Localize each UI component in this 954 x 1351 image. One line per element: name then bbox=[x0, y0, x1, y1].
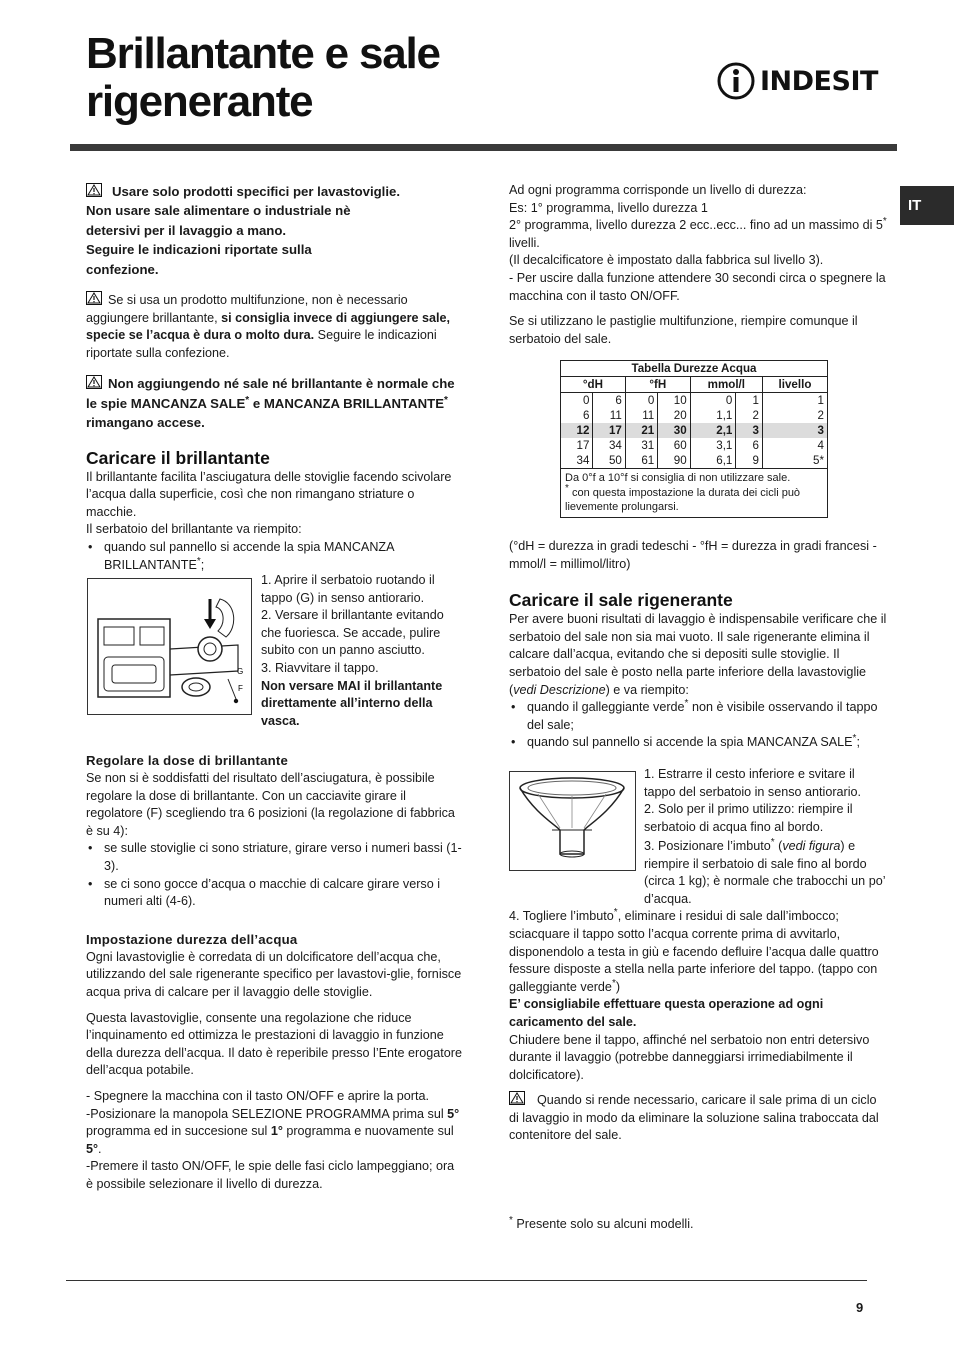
warning-multifunction-end: Seguire le indicazioni riportate sulla confezione. bbox=[86, 328, 437, 360]
warning-icon bbox=[509, 1091, 525, 1105]
table-cell: 12 bbox=[561, 423, 593, 438]
warning-products-line4: Seguire le indicazioni riportate sulla bbox=[86, 242, 312, 258]
salt-close-cap: Chiudere bene il tappo, affinché nel serbatoio non entri detersivo durante il lavaggio (potrebbe danneggiarsi irrimediabilmente il dolcificatore). bbox=[509, 1032, 870, 1082]
asterisk: * bbox=[444, 394, 448, 406]
table-header: °fH bbox=[625, 377, 690, 393]
table-row bbox=[561, 393, 828, 409]
table-cell: 90 bbox=[658, 453, 690, 469]
warning-products-line3: detersivi per il lavaggio a mano. bbox=[86, 222, 287, 238]
table-cell: 6 bbox=[582, 409, 590, 422]
asterisk: * bbox=[611, 977, 616, 989]
levels-line-3 bbox=[509, 217, 889, 252]
rinse-aid-bullets bbox=[86, 539, 464, 574]
left-column bbox=[86, 182, 464, 574]
left-column-lower bbox=[86, 752, 464, 1193]
warning-salt-timing bbox=[509, 1091, 889, 1145]
table-cell: 34 bbox=[576, 454, 590, 467]
rinse-aid-step-2: 2. Versare il brillantante evitando che fuoriesca. Se accade, pulire subito con un panno asciutto. bbox=[261, 608, 444, 658]
language-tab: IT bbox=[900, 186, 954, 225]
table-cell: 17 bbox=[576, 439, 590, 452]
table-cell: 2 bbox=[736, 408, 763, 423]
table-row bbox=[561, 408, 828, 423]
warning-salt-timing-text: Quando si rende necessario, caricare il sale prima di un ciclo di lavaggio in modo da eliminare la soluzione salina traboccata dal contenitore del sale. bbox=[509, 1093, 879, 1143]
asterisk: * bbox=[245, 394, 250, 406]
footnote bbox=[509, 1216, 889, 1234]
warning-lights-text: Non aggiungendo né sale né brillantante è normale che le spie MANCANZA SALE bbox=[86, 376, 455, 411]
warning-lights-text2: e MANCANZA BRILLANTANTE bbox=[252, 395, 445, 411]
table-cell: 0 bbox=[690, 393, 736, 409]
table-cell: 4 bbox=[762, 438, 827, 453]
table-header: mmol/l bbox=[690, 377, 762, 393]
warning-salt-timing-text-wrap bbox=[509, 1091, 889, 1145]
levels-line-1: Ad ogni programma corrisponde un livello di durezza: bbox=[509, 183, 807, 197]
salt-step-1: 1. Estrarre il cesto inferiore e svitare il tappo del serbatoio in senso antiorario. bbox=[644, 767, 862, 799]
hardness-step-knob bbox=[86, 1106, 464, 1159]
text: ) bbox=[615, 979, 621, 994]
page-title-line2: rigenerante bbox=[86, 77, 313, 126]
table-cell: 0 bbox=[582, 394, 590, 407]
text: livelli. bbox=[509, 235, 540, 250]
text-italic: vedi Descrizione bbox=[513, 682, 606, 697]
table-cell: 10 bbox=[658, 393, 690, 409]
salt-step-2: 2. Solo per il primo utilizzo: riempire il serbatoio di acqua fino al bordo. bbox=[644, 802, 853, 834]
header-rule bbox=[70, 144, 897, 151]
dose-bullets bbox=[86, 840, 464, 910]
table-cell: 3 bbox=[736, 423, 763, 438]
asterisk: * bbox=[684, 698, 689, 710]
rinse-aid-fill-when: Il serbatoio del brillantante va riempito: bbox=[86, 522, 302, 537]
hardness-paragraph-2: Questa lavastoviglie, consente una regolazione che riduce l’inquinamento ed ottimizza le prestazioni di lavaggio in funzione della durezza dell’acqua. Il dato è reperibile presso l’Ente erogatore dell’acqua potabile. bbox=[86, 1010, 462, 1078]
table-cell: 3 bbox=[762, 423, 827, 438]
footnote-text: Presente solo su alcuni modelli. bbox=[516, 1217, 694, 1231]
salt-steps-upper bbox=[644, 766, 889, 836]
list-item bbox=[509, 734, 889, 752]
brand-logo bbox=[716, 58, 878, 106]
text: , eliminare i residui di sale dall’imbocco; sciacquare il tappo sotto l’acqua corrente prima di avvitarlo, disponendolo a testa in giù e facendo defluire l’acqua dalle quattro fessure disposte a stella nella parte inferiore del tappo. (tappo con galleggiante verde bbox=[509, 909, 879, 994]
text: con questa impostazione la durata dei cicli può lievemente prolungarsi. bbox=[565, 486, 801, 513]
warning-multifunction-bold: si consiglia invece di aggiungere sale, specie se l’acqua è dura o molto dura. bbox=[86, 310, 451, 343]
table-cell: 5* bbox=[762, 453, 827, 469]
section-title-salt: Caricare il sale rigenerante bbox=[509, 590, 733, 611]
rinse-aid-intro: Il brillantante facilita l’asciugatura delle stoviglie facendo scivolare l’acqua dalla superficie, così che non rimangano striature o macchie. bbox=[86, 469, 452, 519]
text: programma ed in succesione sul bbox=[86, 1124, 268, 1139]
text: programma e nuovamente sul bbox=[286, 1124, 454, 1139]
warning-products-line5: confezione. bbox=[86, 261, 159, 277]
table-cell: 30 bbox=[658, 423, 690, 438]
list-item-text: quando sul pannello si accende la spia MANCANZA BRILLANTANTE bbox=[104, 540, 394, 572]
table-note-2 bbox=[565, 482, 823, 515]
text: ) e va riempito: bbox=[605, 682, 689, 697]
asterisk: * bbox=[882, 216, 887, 228]
levels-line-2: Es: 1° programma, livello durezza 1 bbox=[509, 200, 708, 215]
page-number: 9 bbox=[856, 1300, 864, 1315]
units-legend: (°dH = durezza in gradi tedeschi - °fH = durezza in gradi francesi - mmol/l = millimol/litro) bbox=[509, 539, 877, 571]
table-row bbox=[561, 438, 828, 453]
subsection-title-hardness: Impostazione durezza dell’acqua bbox=[86, 931, 298, 947]
asterisk: * bbox=[852, 733, 857, 745]
hardness-step-select: -Premere il tasto ON/OFF, le spie delle fasi ciclo lampeggiano; ora è possibile selezionare il livello di durezza. bbox=[86, 1159, 455, 1191]
text: non è visibile osservando il tappo del sale; bbox=[527, 700, 878, 732]
list-item: • se ci sono gocce d’acqua o macchie di calcare girare verso i numeri alti (4-6). bbox=[86, 876, 464, 911]
table-cell: 11 bbox=[593, 408, 625, 423]
table-cell: 60 bbox=[658, 438, 690, 453]
asterisk: * bbox=[770, 837, 775, 848]
table-header: livello bbox=[762, 377, 827, 393]
list-item: • se sulle stoviglie ci sono striature, girare verso i numeri bassi (1-3). bbox=[86, 840, 464, 875]
dose-paragraph: Se non si è soddisfatti del risultato dell’asciugatura, è possibile regolare la dose di brillantante. Con un cacciavite girare il regolatore (F) scegliendo tra 6 posizioni (la regolazione di fabbrica è su 4): bbox=[86, 771, 455, 838]
warning-icon bbox=[86, 183, 102, 197]
warning-lights bbox=[86, 374, 464, 432]
salt-intro bbox=[509, 611, 889, 699]
table-note-1: Da 0°f a 10°f si consiglia di non utilizzare sale. bbox=[565, 472, 791, 484]
page-title-line1: Brillantante e sale bbox=[86, 29, 440, 78]
salt-bullets bbox=[509, 699, 889, 752]
salt-recommendation: E’ consigliabile effettuare questa operazione ad ogni caricamento del sale. bbox=[509, 997, 824, 1029]
table-cell: 6,1 bbox=[690, 453, 736, 469]
rinse-aid-steps bbox=[261, 572, 464, 730]
brand-logo-icon bbox=[716, 58, 756, 102]
table-row bbox=[561, 423, 828, 438]
section-title-rinse-aid: Caricare il brillantante bbox=[86, 447, 270, 468]
salt-step-3-start: 3. Posizionare l’imbuto* (vedi figura) e riempire il serbatoio di sale fino al bordo (circa 1 kg); è normale che trabocchi un po’ d’acqua. bbox=[644, 837, 886, 906]
warning-products-line1: Usare solo prodotti specifici per lavastoviglie. bbox=[112, 184, 401, 199]
warning-lights-text3: rimangano accese. bbox=[86, 415, 205, 431]
text: quando il galleggiante verde bbox=[527, 700, 685, 715]
levels-line-5: - Per uscire dalla funzione attendere 30 secondi circa o spegnere la macchina con il tasto ON/OFF. bbox=[509, 270, 886, 303]
text-bold: 5° bbox=[447, 1106, 460, 1121]
table-cell: 20 bbox=[658, 408, 690, 423]
warning-icon bbox=[86, 375, 102, 389]
table-body bbox=[561, 393, 828, 469]
table-cell: 11 bbox=[625, 408, 657, 423]
brand-logo-text: INDESIT bbox=[760, 66, 878, 97]
rinse-aid-dispenser-figure bbox=[87, 578, 252, 715]
rinse-aid-step-1: 1. Aprire il serbatoio ruotando il tappo (G) in senso antiorario. bbox=[261, 573, 435, 605]
table-cell: 9 bbox=[736, 453, 763, 469]
warning-products bbox=[86, 182, 464, 279]
label-g: G bbox=[237, 667, 244, 676]
table-caption: Tabella Durezze Acqua bbox=[561, 361, 828, 377]
multifunction-tablets-note: Se si utilizzano le pastiglie multifunzione, riempire comunque il serbatoio del sale. bbox=[509, 314, 858, 346]
salt-steps-lower bbox=[509, 838, 889, 1084]
text: e riempire il serbatoio di sale fino al bordo (circa 1 kg); è normale che trabocchi un po’ d’acqua. bbox=[644, 839, 886, 906]
text: quando sul pannello si accende la spia MANCANZA SALE bbox=[527, 735, 853, 750]
asterisk: * bbox=[196, 555, 201, 567]
rinse-aid-dispenser-illustration bbox=[88, 579, 251, 714]
asterisk: * bbox=[565, 482, 569, 494]
table-cell: 1 bbox=[736, 393, 763, 409]
text: Per avere buoni risultati di lavaggio è indispensabile verificare che il serbatoio del sale non sia mai vuoto. Il sale rigenerante elimina il calcare dall’acqua, evitando che si depositi sulle stoviglie. Il serbatoio del sale è posto nella parte inferiore della lavastoviglie ( bbox=[509, 612, 887, 697]
hardness-step-off: - Spegnere la macchina con il tasto ON/OFF e aprire la porta. bbox=[86, 1088, 429, 1103]
table-cell: 34 bbox=[593, 438, 625, 453]
table-cell: 1 bbox=[762, 393, 827, 409]
table-cell: 21 bbox=[625, 423, 657, 438]
page-title bbox=[86, 30, 646, 126]
hardness-paragraph-1: Ogni lavastoviglie è corredata di un dolcificatore dell’acqua che, utilizzando del sale rigenerante specifico per lavastovi-glie, fornisce acqua priva di calcare per il lavaggio delle stoviglie. bbox=[86, 949, 462, 999]
right-column bbox=[509, 182, 889, 348]
asterisk: * bbox=[509, 1215, 513, 1226]
table-cell: 31 bbox=[625, 438, 657, 453]
footer-rule bbox=[66, 1280, 867, 1281]
table-cell: 6 bbox=[593, 393, 625, 409]
label-f: F bbox=[238, 684, 243, 693]
warning-multifunction bbox=[86, 291, 464, 362]
table-note bbox=[561, 469, 828, 518]
table-cell: 2,1 bbox=[690, 423, 736, 438]
rinse-aid-step-3: 3. Riavvitare il tappo. bbox=[261, 660, 379, 675]
table-cell: 1,1 bbox=[690, 408, 736, 423]
list-item bbox=[86, 539, 464, 574]
levels-line-4: (Il decalcificatore è impostato dalla fabbrica sul livello 3). bbox=[509, 253, 824, 268]
asterisk: * bbox=[613, 907, 618, 919]
subsection-title-dose: Regolare la dose di brillantante bbox=[86, 753, 289, 768]
water-hardness-table bbox=[560, 360, 828, 518]
warning-products-line2: Non usare sale alimentare o industriale nè bbox=[86, 203, 351, 219]
table-row bbox=[561, 453, 828, 469]
warning-multifunction-text: Se si usa un prodotto multifunzione, non è necessario aggiungere brillantante, bbox=[86, 293, 408, 325]
text-bold: 1° bbox=[270, 1124, 283, 1139]
list-item bbox=[509, 699, 889, 734]
text-italic: vedi figura bbox=[782, 839, 841, 853]
text: 2° programma, livello durezza 2 ecc..ecc... fino ad un massimo di 5 bbox=[509, 218, 883, 233]
text: 4. Togliere l’imbuto bbox=[509, 909, 614, 924]
text: ; bbox=[856, 735, 860, 750]
table-cell: 61 bbox=[625, 453, 657, 469]
list-item-end: ; bbox=[200, 557, 205, 572]
table-cell: 2 bbox=[762, 408, 827, 423]
table-cell: 0 bbox=[625, 393, 657, 409]
text: -Posizionare la manopola SELEZIONE PROGRAMMA prima sul bbox=[86, 1106, 444, 1121]
right-column-middle bbox=[509, 538, 889, 752]
table-cell: 6 bbox=[736, 438, 763, 453]
text-bold: 5° bbox=[86, 1141, 99, 1156]
table-cell: 3,1 bbox=[690, 438, 736, 453]
table-header: °dH bbox=[561, 377, 626, 393]
table-cell: 17 bbox=[593, 423, 625, 438]
footnote-line bbox=[509, 1216, 889, 1234]
text: 3. Posizionare l’imbuto bbox=[644, 839, 771, 853]
salt-step-4 bbox=[509, 908, 889, 996]
warning-icon bbox=[86, 291, 102, 305]
table-cell: 50 bbox=[593, 453, 625, 469]
text: . bbox=[98, 1141, 102, 1156]
rinse-aid-warning: Non versare MAI il brillantante direttamente all’interno della vasca. bbox=[261, 678, 443, 728]
